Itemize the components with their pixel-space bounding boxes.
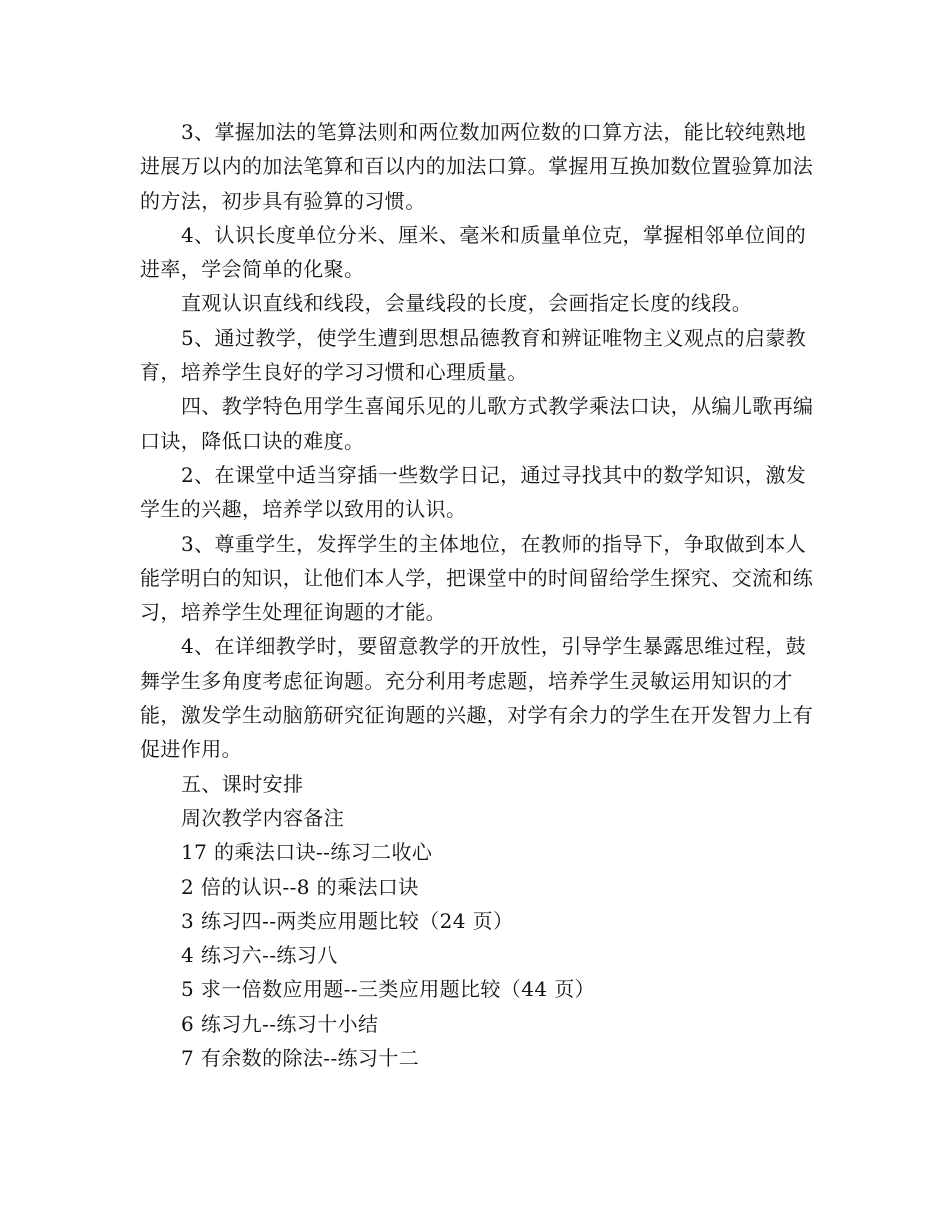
schedule-row: 4 练习六--练习八 <box>181 943 338 968</box>
paragraph-student-centered: 3、尊重学生，发挥学生的主体地位，在教师的指导下，争取做到本人能学明白的知识，让他们本人学，把课堂中的时间留给学生探究、交流和练习，培养学生处理征询题的才能。 <box>140 531 814 625</box>
schedule-row: 7 有余数的除法--练习十二 <box>181 1046 420 1071</box>
schedule-row: 2 倍的认识--8 的乘法口诀 <box>181 874 419 899</box>
document-body <box>140 115 820 1075</box>
paragraph-open-teaching: 4、在详细教学时，要留意教学的开放性，引导学生暴露思维过程，鼓舞学生多角度考虑征询题。充分利用考虑题，培养学生灵敏运用知识的才能，激发学生动脑筋研究征询题的兴趣，对学有余力的学生在开发智力上有促进作用。 <box>140 634 814 762</box>
paragraph-lines-segments: 直观认识直线和线段，会量线段的长度，会画指定长度的线段。 <box>181 291 753 316</box>
schedule-row: 17 的乘法口诀--练习二收心 <box>181 840 433 865</box>
schedule-heading: 五、课时安排 <box>181 771 304 796</box>
paragraph-teaching-features: 四、教学特色用学生喜闻乐见的儿歌方式教学乘法口诀，从编儿歌再编口诀，降低口诀的难度。 <box>140 394 814 453</box>
paragraph-length-units: 4、认识长度单位分米、厘米、毫米和质量单位克，掌握相邻单位间的进率，学会简单的化聚。 <box>140 222 807 282</box>
schedule-row: 3 练习四--两类应用题比较（24 页） <box>181 908 514 933</box>
schedule-row: 6 练习九--练习十小结 <box>181 1011 379 1036</box>
paragraph-addition-methods: 3、掌握加法的笔算法则和两位数加两位数的口算方法，能比较纯熟地进展万以内的加法笔算和百以内的加法口算。掌握用互换加数位置验算加法的方法，初步具有验算的习惯。 <box>140 120 814 213</box>
paragraph-math-diary: 2、在课堂中适当穿插一些数学日记，通过寻找其中的数学知识，激发学生的兴趣，培养学以致用的认识。 <box>140 462 807 522</box>
schedule-header-row: 周次教学内容备注 <box>181 805 345 830</box>
paragraph-moral-education: 5、通过教学，使学生遭到思想品德教育和辨证唯物主义观点的启蒙教育，培养学生良好的学习习惯和心理质量。 <box>140 325 807 385</box>
schedule-row: 5 求一倍数应用题--三类应用题比较（44 页） <box>181 977 596 1002</box>
